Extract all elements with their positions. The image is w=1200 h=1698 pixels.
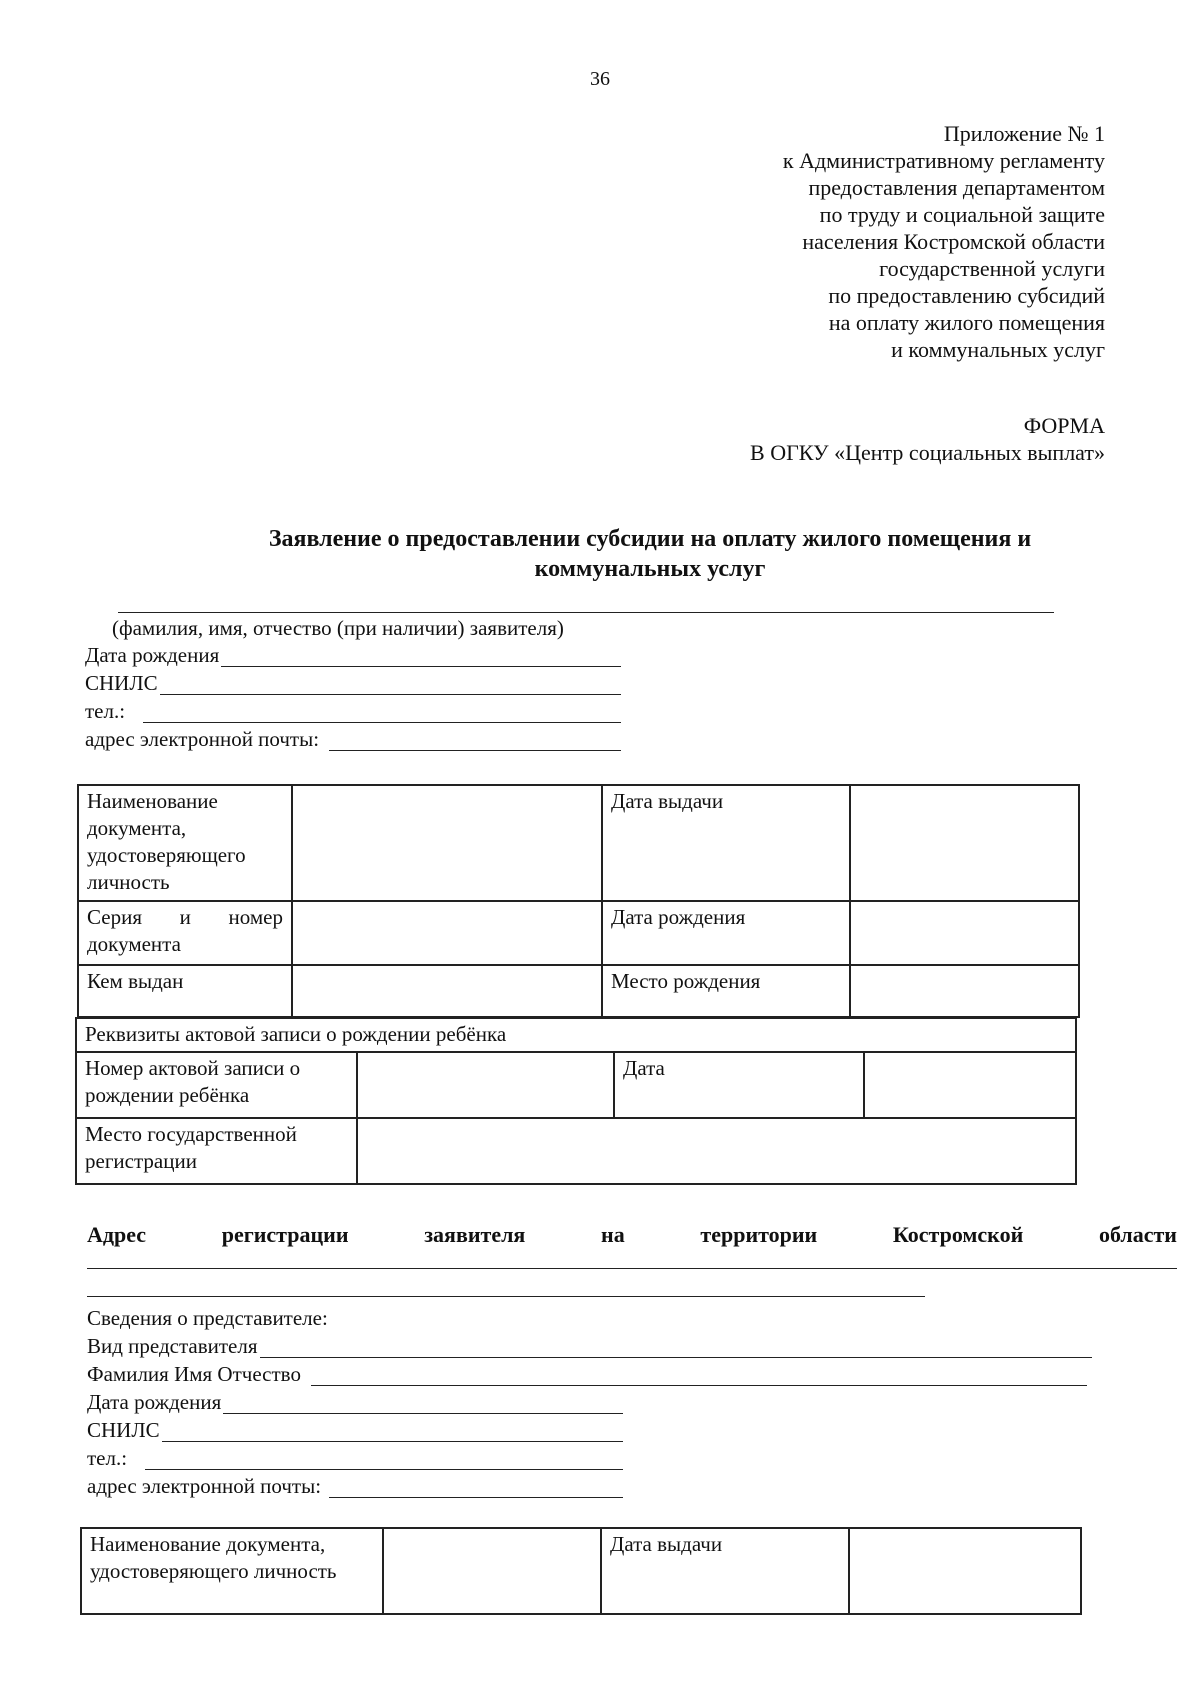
title-line-2: коммунальных услуг — [534, 556, 766, 582]
issue-date-label: Дата выдачи — [602, 785, 850, 901]
title-line-1: Заявление о предоставлении субсидии на оплату жилого помещения и — [268, 526, 1032, 552]
representative-heading: Сведения о представителе: — [87, 1306, 328, 1330]
address-word: на — [601, 1222, 625, 1247]
appendix-block — [783, 120, 1105, 363]
applicant-name-field[interactable] — [118, 612, 1054, 613]
phone-label: тел.: — [85, 699, 126, 723]
rep-phone-field[interactable] — [145, 1449, 623, 1470]
birth-record-table — [75, 1017, 1077, 1185]
snils-field[interactable] — [160, 674, 621, 695]
birth-record-header: Реквизиты актовой записи о рождении ребёнка — [76, 1018, 1076, 1052]
address-word: Костромской — [892, 1222, 1024, 1247]
email-label: адрес электронной почты: — [85, 727, 320, 751]
doc-name-value[interactable] — [292, 785, 602, 901]
appendix-line: Приложение № 1 — [943, 121, 1105, 146]
series-number-value[interactable] — [292, 901, 602, 965]
appendix-line: на оплату жилого помещения — [828, 310, 1105, 335]
series-number-label: Серия и номер документа — [78, 901, 292, 965]
appendix-line: по предоставлению субсидий — [828, 283, 1105, 308]
rep-issue-date-label: Дата выдачи — [601, 1528, 849, 1614]
appendix-line: к Административному регламенту — [782, 148, 1105, 173]
appendix-line: по труду и социальной защите — [819, 202, 1105, 227]
issued-by-value[interactable] — [292, 965, 602, 1017]
rep-identity-document-table — [80, 1527, 1082, 1615]
doc-birth-date-label: Дата рождения — [602, 901, 850, 965]
rep-doc-name-label: Наименование документа, удостоверяющего личность — [81, 1528, 383, 1614]
appendix-line: предоставления департаментом — [808, 175, 1105, 200]
rep-snils-row — [87, 1418, 623, 1442]
form-recipient: В ОГКУ «Центр социальных выплат» — [750, 440, 1105, 465]
birth-place-value[interactable] — [850, 965, 1079, 1017]
rep-birth-date-field[interactable] — [223, 1393, 623, 1414]
address-word: регистрации — [221, 1222, 349, 1247]
page-number: 36 — [590, 68, 610, 90]
address-word: Адрес — [87, 1222, 147, 1247]
rep-doc-name-value[interactable] — [383, 1528, 601, 1614]
doc-name-label: Наименование документа, удостоверяющего личность — [78, 785, 292, 901]
appendix-line: и коммунальных услуг — [891, 337, 1105, 362]
rep-phone-label: тел.: — [87, 1446, 128, 1470]
address-field-line-2[interactable] — [87, 1296, 925, 1297]
birth-date-field[interactable] — [221, 646, 621, 667]
address-word: области — [1098, 1222, 1177, 1247]
rep-fio-field[interactable] — [311, 1365, 1087, 1386]
applicant-name-caption: (фамилия, имя, отчество (при наличии) заявителя) — [112, 616, 564, 640]
appendix-line: населения Костромской области — [802, 229, 1105, 254]
rep-snils-field[interactable] — [162, 1421, 623, 1442]
address-heading — [87, 1222, 1177, 1248]
birth-date-label: Дата рождения — [85, 643, 220, 667]
applicant-snils-row — [85, 671, 621, 695]
applicant-phone-row — [85, 699, 621, 723]
form-header — [750, 412, 1105, 466]
rep-snils-label: СНИЛС — [87, 1418, 160, 1442]
rep-type-field[interactable] — [260, 1337, 1092, 1358]
issue-date-value[interactable] — [850, 785, 1079, 901]
form-label: ФОРМА — [1023, 413, 1105, 438]
applicant-email-row — [85, 727, 621, 751]
identity-document-table — [77, 784, 1080, 1018]
rep-phone-row — [87, 1446, 623, 1470]
rep-issue-date-value[interactable] — [849, 1528, 1081, 1614]
phone-field[interactable] — [143, 702, 621, 723]
record-number-value[interactable] — [357, 1052, 614, 1118]
rep-email-label: адрес электронной почты: — [87, 1474, 322, 1498]
snils-label: СНИЛС — [85, 671, 158, 695]
address-field-line-1[interactable] — [87, 1268, 1177, 1269]
applicant-birth-date-row — [85, 643, 621, 667]
registration-place-value[interactable] — [357, 1118, 1076, 1184]
record-date-label: Дата — [614, 1052, 864, 1118]
birth-place-label: Место рождения — [602, 965, 850, 1017]
rep-fio-row — [87, 1362, 1087, 1386]
address-word: территории — [700, 1222, 818, 1247]
address-word: заявителя — [424, 1222, 526, 1247]
registration-place-label: Место государственной регистрации — [76, 1118, 357, 1184]
rep-type-row — [87, 1334, 1092, 1358]
rep-email-field[interactable] — [329, 1477, 623, 1498]
rep-birth-date-label: Дата рождения — [87, 1390, 222, 1414]
issued-by-label: Кем выдан — [78, 965, 292, 1017]
appendix-line: государственной услуги — [879, 256, 1105, 281]
document-title — [150, 524, 1150, 584]
email-field[interactable] — [329, 730, 621, 751]
rep-email-row — [87, 1474, 623, 1498]
record-date-value[interactable] — [864, 1052, 1076, 1118]
rep-birth-date-row — [87, 1390, 623, 1414]
rep-type-label: Вид представителя — [87, 1334, 258, 1358]
rep-fio-label: Фамилия Имя Отчество — [87, 1362, 301, 1386]
doc-birth-date-value[interactable] — [850, 901, 1079, 965]
record-number-label: Номер актовой записи о рождении ребёнка — [76, 1052, 357, 1118]
